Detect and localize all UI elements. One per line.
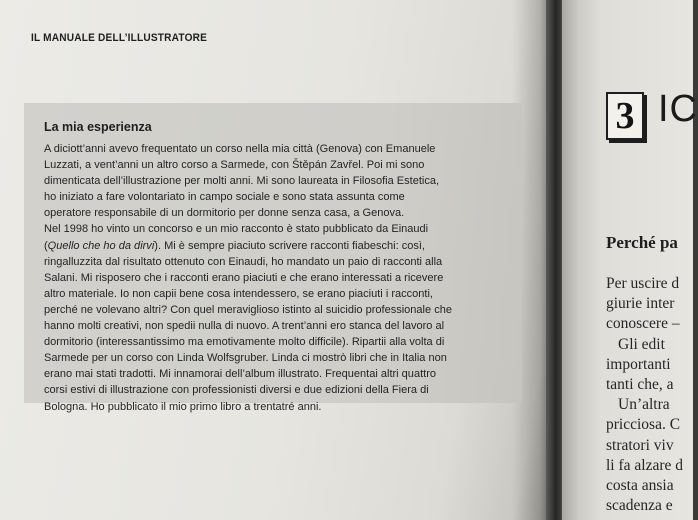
- text-line: conoscere –: [606, 315, 680, 333]
- box-line: Salani. Mi risposero che i racconti erano piaciuti e che erano interessati a ricevere: [44, 271, 444, 284]
- box-line: dormitorio (interessantissimo ma emotivamente molto difficile). Ripartii alla volta di: [44, 336, 445, 349]
- box-line: altro materiale. Io non capii bene cosa intendessero, se erano piaciuti i racconti,: [44, 287, 433, 300]
- box-line: perché ne volevano altri? Con quel meraviglioso istinto al suicidio professionale che: [44, 303, 452, 316]
- text-line: costa ansia: [606, 477, 674, 495]
- box-line: Sarmede per un corso con Linda Wolfsgruber. Linda ci mostrò libri che in Italia non: [44, 352, 447, 365]
- text-line: scadenza e: [606, 497, 673, 515]
- box-line: erano mai stati tradotti. Mi innamorai dell’album illustrato. Frequentai altri quattro: [44, 368, 436, 381]
- box-body: [44, 141, 507, 415]
- right-page: [562, 0, 698, 520]
- text-line: giurie inter: [606, 295, 675, 313]
- box-line: ho iniziato a fare volontariato in campo sociale e sono stata assunta come: [44, 191, 405, 204]
- box-line: A diciott’anni avevo frequentato un corso nella mia città (Genova) con Emanuele: [44, 143, 436, 155]
- text-line: stratori viv: [606, 436, 674, 454]
- box-line: Bologna. Ho pubblicato il mio primo libro a trentatré anni.: [44, 400, 322, 413]
- text-line: importanti: [606, 355, 671, 373]
- box-line: corsi estivi di illustrazione con professionisti diversi e due edizioni della Fiera di: [44, 384, 429, 397]
- box-line: Nel 1998 ho vinto un concorso e un mio racconto è stato pubblicato da Einaudi: [44, 223, 429, 236]
- line-rest: ). Mi è sempre piaciuto scrivere racconti fiabeschi: così,: [154, 239, 425, 252]
- text-line: pricciosa. C: [606, 416, 681, 434]
- box-line-with-title: [44, 238, 507, 254]
- box-line: dimenticata dell’illustrazione per molti anni. Mi sono laureata in Filosofia Estetica,: [44, 175, 440, 188]
- book-title: Quello che ho da dirvi: [47, 239, 155, 252]
- box-line: Luzzati, a vent’anni un altro corso a Sarmede, con Štěpán Zavřel. Poi mi sono: [44, 159, 425, 172]
- box-line: operatore responsabile di un dormitorio per donne senza casa, a Genova.: [44, 207, 405, 220]
- chapter-heading-partial: IC: [658, 88, 698, 130]
- paren-open: (: [44, 239, 48, 252]
- right-page-text: [606, 274, 683, 516]
- chapter-number-badge: 3: [606, 92, 644, 140]
- section-title: Perché pa: [606, 233, 678, 252]
- text-line: li fa alzare d: [606, 456, 684, 474]
- box-title: La mia esperienza: [44, 120, 152, 134]
- experience-box: [24, 103, 522, 413]
- text-line: Un’altra: [618, 396, 670, 414]
- text-line: Gli edit: [618, 335, 665, 353]
- box-line: hanno molti creativi, non spedii nulla di nuovo. A trent’anni ero stanca del lavoro al: [44, 320, 445, 333]
- box-line: ringalluzzita dal risultato ottenuto con Einaudi, ho mandato un paio di racconti alla: [44, 255, 443, 268]
- text-line: tanti che, a: [606, 376, 674, 394]
- running-head: IL MANUALE DELL’ILLUSTRATORE: [31, 32, 208, 44]
- text-line: Per uscire d: [606, 275, 680, 292]
